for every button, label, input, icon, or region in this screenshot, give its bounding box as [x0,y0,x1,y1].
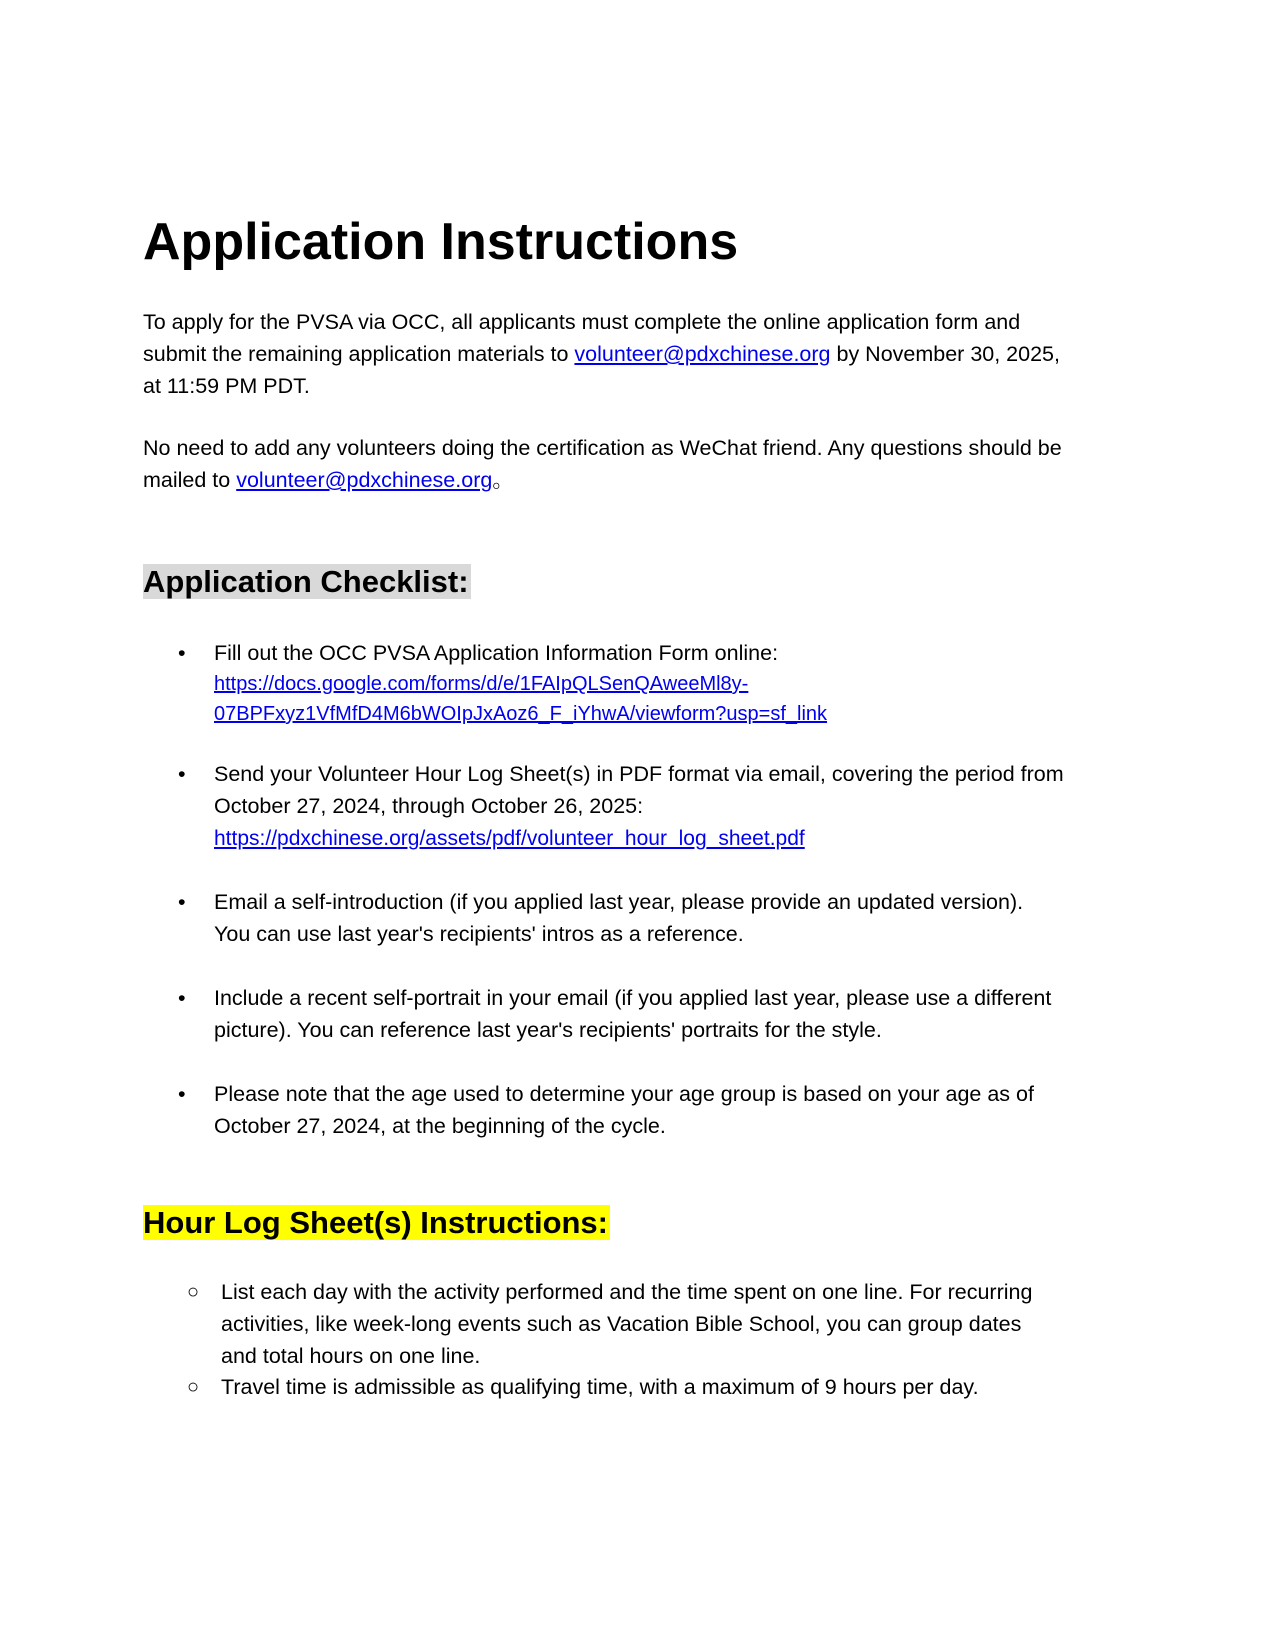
hour-log-heading: Hour Log Sheet(s) Instructions: [143,1205,608,1240]
form-link[interactable]: https://docs.google.com/forms/d/e/1FAIpQLSenQAweeMl8y- 07BPFxyz1VfMfD4M6bWOIpJxAoz6_F_iYhwA/viewform?usp=sf_link [214,673,828,725]
page-title: Application Instructions [143,213,739,271]
contact-paragraph: No need to add any volunteers doing the certification as WeChat friend. Any questions should be mailed to volunteer@pdxchinese.org。 [143,436,1062,492]
bullet-icon: • [178,986,186,1010]
circle-bullet-icon: ○ [187,1281,200,1303]
bullet-icon: • [178,1082,186,1106]
hour-log-item: ○ List each day with the activity performed and the time spent on one line. For recurring activities, like week-long events such as Vacation Bible School, you can group dates and total hours on one line. [221,1276,1051,1372]
checklist-item: • Fill out the OCC PVSA Application Information Form online: https://docs.google.com/forms/d/e/1FAIpQLSenQAweeMl8y- 07BPFxyz1VfMfD4M6bWOIpJxAoz6_F_iYhwA/viewform?usp=sf_link [214,637,1094,729]
checklist-item: • Email a self-introduction (if you applied last year, please provide an updated version). You can use last year's recipients' intros as a reference. [214,886,1064,950]
intro-paragraph: To apply for the PVSA via OCC, all applicants must complete the online application form and submit the remaining application materials to volunteer@pdxchinese.org by November 30, 2025, at 11:59 PM PDT. [143,310,1060,398]
checklist-heading: Application Checklist: [143,564,469,599]
checklist-item: • Send your Volunteer Hour Log Sheet(s) in PDF format via email, covering the period from October 27, 2024, through October 26, 2025: https://pdxchinese.org/assets/pdf/volunteer_hour_log_sheet.pdf [214,758,1064,855]
bullet-icon: • [178,641,186,665]
bullet-icon: • [178,762,186,786]
bullet-icon: • [178,890,186,914]
hour-log-item: ○ Travel time is admissible as qualifying time, with a maximum of 9 hours per day. [221,1371,1121,1403]
email-link[interactable]: volunteer@pdxchinese.org [574,342,831,366]
checklist-item: • Include a recent self-portrait in your email (if you applied last year, please use a different picture). You can reference last year's recipients' portraits for the style. [214,982,1084,1046]
circle-bullet-icon: ○ [187,1376,200,1398]
log-sheet-link[interactable]: https://pdxchinese.org/assets/pdf/volunteer_hour_log_sheet.pdf [214,827,805,850]
email-link[interactable]: volunteer@pdxchinese.org [236,468,493,492]
checklist-item: • Please note that the age used to determine your age group is based on your age as of October 27, 2024, at the beginning of the cycle. [214,1078,1084,1142]
